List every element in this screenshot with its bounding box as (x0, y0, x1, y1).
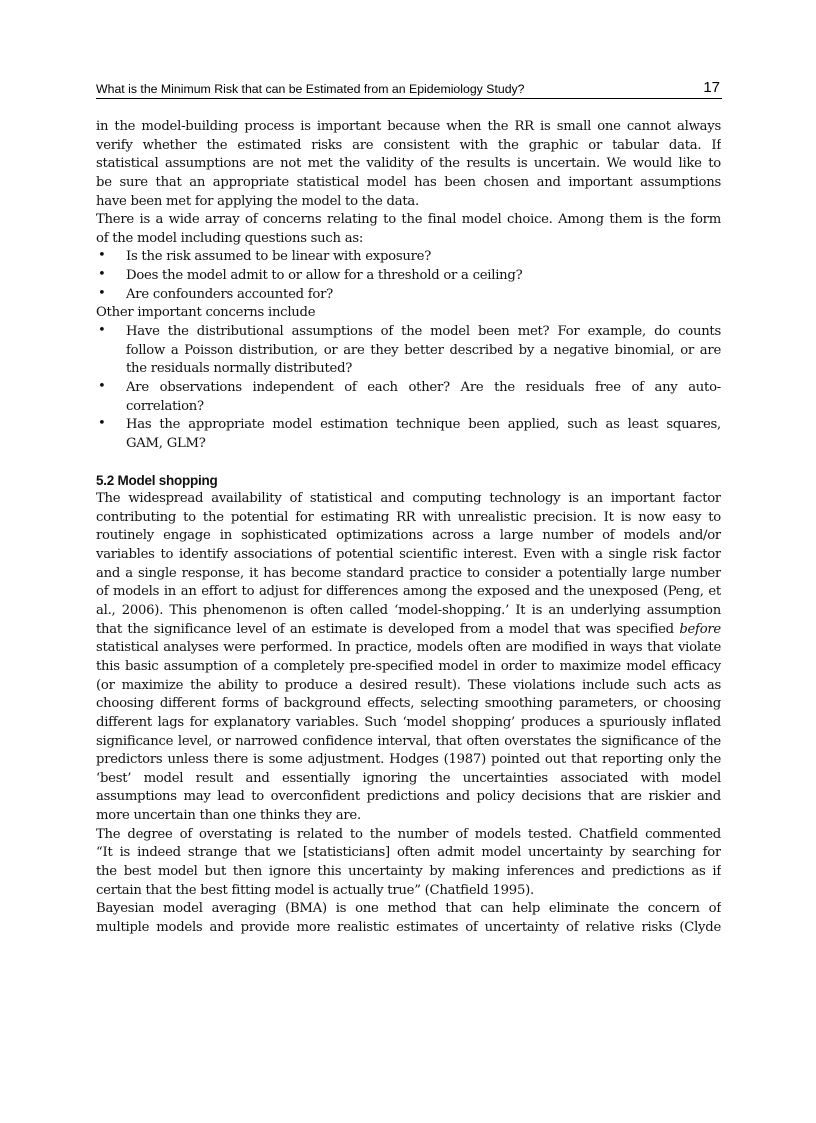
paragraph (96, 900, 721, 937)
text-line: assumptions may lead to overconfident predictions and policy decisions that are riskier and (96, 789, 721, 805)
paragraph (96, 826, 721, 901)
text-line: statistical analyses were performed. In practice, models often are modified in ways that violate (96, 640, 721, 656)
bullet-item (96, 286, 721, 305)
body-text (96, 118, 721, 938)
text-line: choosing different forms of background effects, selecting smoothing parameters, or choosing (96, 696, 721, 712)
text-line: (or maximize the ability to produce a desired result). These violations include such acts as (96, 677, 721, 693)
running-title: What is the Minimum Risk that can be Estimated from an Epidemiology Study? (96, 82, 525, 96)
text-line: “It is indeed strange that we [statisticians] often admit model uncertainty by searching for (96, 845, 721, 861)
text-line: Does the model admit to or allow for a threshold or a ceiling? (126, 268, 523, 284)
bullet-icon: • (98, 323, 106, 339)
text-line: Other important concerns include (96, 305, 316, 321)
text-line: follow a Poisson distribution, or are they better described by a negative binomial, or are (126, 342, 721, 358)
text-line: more uncertain than one thinks they are. (96, 808, 361, 824)
page-number: 17 (703, 79, 720, 96)
text-line: that the significance level of an estimate is developed from a model that was specified before (96, 621, 721, 637)
text-line: GAM, GLM? (126, 435, 206, 451)
bullet-item (96, 379, 721, 416)
text-line: The widespread availability of statistical and computing technology is an important factor (96, 491, 721, 507)
bullet-item (96, 416, 721, 453)
text-line: al., 2006). This phenomenon is often called ‘model-shopping.’ It is an underlying assumption (96, 603, 721, 619)
text-line: Are observations independent of each other? Are the residuals free of any auto- (126, 379, 721, 395)
running-header (96, 80, 722, 99)
text-line: of models in an effort to adjust for differences among the exposed and the unexposed (Peng, et (96, 584, 721, 600)
bullet-item (96, 267, 721, 286)
paragraph (96, 211, 721, 248)
paragraph (96, 304, 721, 323)
text-line: verify whether the estimated risks are consistent with the graphic or tabular data. If (96, 137, 721, 153)
text-line: Has the appropriate model estimation technique been applied, such as least squares, (126, 417, 721, 433)
text-line: have been met for applying the model to the data. (96, 193, 419, 209)
text-line: the best model but then ignore this uncertainty by making inferences and predictions as if (96, 863, 721, 879)
text-line: this basic assumption of a completely pre-specified model in order to maximize model efficacy (96, 658, 721, 674)
section-heading: 5.2 Model shopping (96, 472, 218, 488)
text-line: and a single response, it has become standard practice to consider a potentially large number (96, 565, 721, 581)
text-line: be sure that an appropriate statistical model has been chosen and important assumptions (96, 174, 721, 190)
text-line: variables to identify associations of potential scientific interest. Even with a single risk factor (96, 547, 721, 563)
text-line: routinely engage in sophisticated optimizations across a large number of models and/or (96, 528, 721, 544)
bullet-icon: • (98, 285, 106, 301)
bullet-icon: • (98, 378, 106, 394)
text-line: significance level, or narrowed confidence interval, that often overstates the significance of the (96, 733, 721, 749)
text-line: the residuals normally distributed? (126, 361, 353, 377)
bullet-icon: • (98, 248, 106, 264)
text-line: The degree of overstating is related to the number of models tested. Chatfield commented (96, 826, 721, 842)
text-line: different lags for explanatory variables. Such ‘model shopping’ produces a spuriously inflated (96, 714, 721, 730)
text-line: ‘best’ model result and essentially ignoring the uncertainties associated with model (96, 770, 721, 786)
text-line: of the model including questions such as: (96, 230, 364, 246)
text-line: contributing to the potential for estimating RR with unrealistic precision. It is now easy to (96, 509, 721, 525)
text-line: Is the risk assumed to be linear with exposure? (126, 249, 432, 265)
paragraph (96, 490, 721, 826)
paragraph (96, 118, 721, 211)
text-line: in the model-building process is important because when the RR is small one cannot always (96, 119, 721, 134)
text-line: Have the distributional assumptions of the model been met? For example, do counts (126, 324, 721, 340)
text-line: There is a wide array of concerns relating to the final model choice. Among them is the form (96, 212, 721, 228)
bullet-icon: • (98, 416, 106, 432)
text-line: statistical assumptions are not met the validity of the results is uncertain. We would like to (96, 156, 721, 172)
text-line: predictors unless there is some adjustment. Hodges (1987) pointed out that reporting only the (96, 752, 721, 768)
bullet-icon: • (98, 267, 106, 283)
bullet-item (96, 323, 721, 379)
text-line: Are confounders accounted for? (126, 286, 333, 302)
text-line: multiple models and provide more realistic estimates of uncertainty of relative risks (Clyde (96, 919, 721, 935)
text-line: certain that the best fitting model is actually true” (Chatfield 1995). (96, 882, 534, 898)
text-line: Bayesian model averaging (BMA) is one method that can help eliminate the concern of (96, 901, 721, 917)
bullet-item (96, 248, 721, 267)
text-line: correlation? (126, 398, 204, 414)
